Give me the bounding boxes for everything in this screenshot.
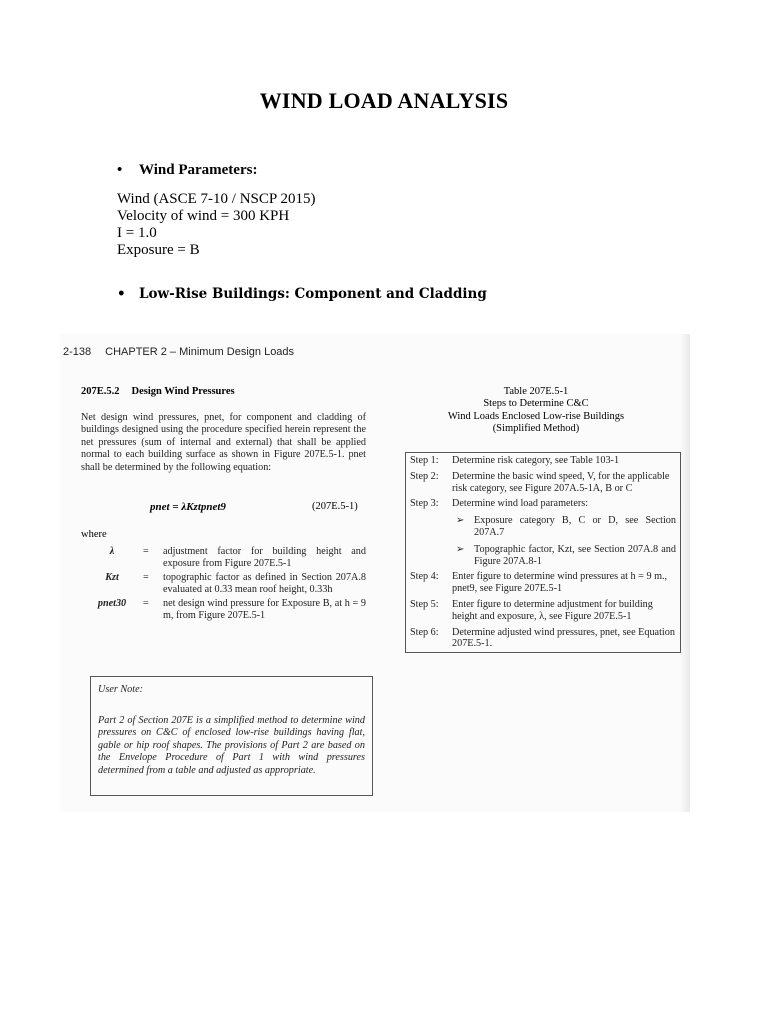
table-caption-line: Table 207E.5-1 (503, 386, 569, 397)
scanned-code-page (60, 334, 690, 812)
step-cell (448, 496, 681, 569)
user-note-text: Part 2 of Section 207E is a simplified method to determine wind pressures on C&C of enclosed low-rise buildings having flat, gable or hip roof shapes. The provisions of Part 2 are based on the Envelope Procedure of Part 1 with wind pressures determined from a table and adjusted as appropriate. (98, 715, 365, 776)
step-text: Determine risk category, see Table 103-1 (452, 455, 620, 466)
wind-parameter-list (117, 191, 315, 259)
step-text: Determine wind load parameters: (452, 498, 589, 510)
sub-step-text: Topographic factor, Kzt, see Section 207A.8 and Figure 207A.8-1 (474, 543, 676, 567)
definition-row (81, 598, 366, 622)
step-text: Enter figure to determine adjustment for building height and exposure, λ, see Figure 207E.5-1 (452, 598, 653, 622)
definition-equals: = (143, 598, 149, 609)
bullet-label: Low-Rise Buildings: Component and Cladding (139, 286, 487, 302)
bullet-low-rise (117, 286, 487, 302)
where-label: where (81, 529, 107, 540)
steps-table (405, 452, 681, 653)
definition-symbol: λ (109, 546, 115, 557)
section-paragraph: Net design wind pressures, pnet, for component and cladding of buildings designed using the procedure specified herein represent the net pressures (sum of internal and external) that shall be applied normal to each building surface as shown in Figure 207E.5-1. pnet shall be determined by the following equation: (81, 412, 366, 473)
definition-equals: = (143, 572, 149, 583)
page-edge-shadow (680, 334, 690, 812)
sub-step (452, 515, 676, 539)
param-line: Exposure = B (117, 242, 200, 258)
step-label: Step 3: (410, 498, 439, 510)
table-row (406, 469, 681, 497)
table-caption-line: Wind Loads Enclosed Low-rise Buildings (447, 410, 625, 422)
table-caption-line: Steps to Determine C&C (483, 398, 589, 410)
param-line: Velocity of wind = 300 KPH (117, 208, 290, 224)
user-note-box (90, 676, 373, 796)
definition-symbol: pnet30 (97, 598, 127, 609)
table-row (406, 453, 681, 469)
table-caption-line: (Simplified Method) (492, 423, 580, 435)
definition-text: adjustment factor for building height and exposure from Figure 207E.5-1 (163, 546, 366, 569)
definition-row (81, 546, 366, 570)
equation: pnet = λKztpnet9 (150, 501, 226, 513)
definition-text: net design wind pressure for Exposure B, at h = 9 m, from Figure 207E.5-1 (163, 598, 366, 621)
equation-number: (207E.5-1) (312, 501, 358, 512)
param-line: Wind (ASCE 7-10 / NSCP 2015) (117, 191, 316, 207)
section-number: 207E.5.2 (81, 386, 120, 397)
table-row (406, 496, 681, 569)
user-note-heading: User Note: (98, 684, 143, 695)
step-label: Step 6: (410, 626, 439, 638)
step-text: Enter figure to determine wind pressures at h = 9 m., pnet9, see Figure 207E.5-1 (452, 571, 668, 595)
sub-step-text: Exposure category B, C or D, see Section 207A.7 (474, 515, 676, 538)
step-label: Step 5: (410, 598, 439, 610)
definition-symbol: Kzt (105, 572, 119, 583)
step-text: Determine adjusted wind pressures, pnet, see Equation 207E.5-1. (452, 626, 675, 650)
bullet-wind-parameters (117, 162, 257, 179)
table-caption (405, 386, 667, 436)
step-label: Step 1: (410, 455, 439, 466)
table-row (406, 597, 681, 625)
definition-row (81, 572, 366, 596)
definition-equals: = (143, 546, 149, 557)
table-row (406, 625, 681, 653)
scan-chapter: CHAPTER 2 – Minimum Design Loads (105, 346, 295, 358)
scan-page-number: 2-138 (63, 346, 92, 358)
arrow-bullet-icon: ➢ (456, 543, 465, 555)
step-label: Step 2: (410, 470, 439, 482)
step-label: Step 4: (410, 571, 439, 583)
param-line: I = 1.0 (117, 225, 157, 241)
bullet-dot-icon: • (117, 162, 123, 178)
table-row (406, 569, 681, 597)
page-title: WIND LOAD ANALYSIS (259, 88, 509, 113)
section-title: Design Wind Pressures (131, 386, 235, 397)
section-heading (81, 386, 247, 397)
step-text: Determine the basic wind speed, V, for the applicable risk category, see Figure 207A.5-1A, B or C (452, 470, 670, 494)
sub-step (452, 544, 676, 568)
definition-text: topographic factor as defined in Section 207A.8 evaluated at 0.33 mean roof height, 0.33h (163, 572, 366, 595)
arrow-bullet-icon: ➢ (456, 515, 465, 527)
scan-header (63, 346, 308, 358)
bullet-label: Wind Parameters: (139, 162, 258, 178)
bullet-dot-icon: • (117, 286, 126, 302)
definition-list (81, 546, 366, 624)
